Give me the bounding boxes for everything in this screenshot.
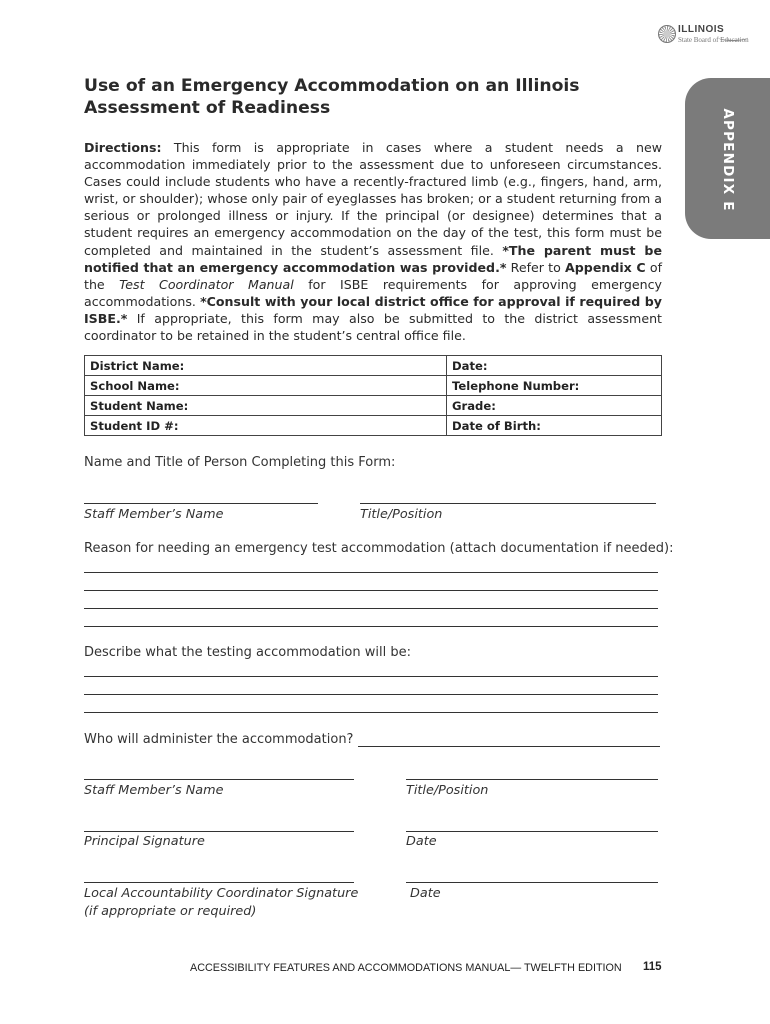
- describe-line-2[interactable]: [84, 694, 658, 695]
- staff-name-caption: Staff Member’s Name: [84, 507, 224, 522]
- student-id-field[interactable]: Student ID #:: [85, 416, 447, 436]
- title-line-2: Assessment of Readiness: [84, 98, 331, 118]
- student-info-table: [84, 355, 662, 436]
- directions-label: Directions:: [84, 140, 162, 155]
- table-row: [85, 356, 662, 376]
- title-position-line[interactable]: [360, 503, 656, 504]
- state-seal-icon: [658, 25, 676, 43]
- staff-name-line-2[interactable]: [84, 779, 354, 780]
- staff-name-line[interactable]: [84, 503, 318, 504]
- logo-name: ILLINOIS: [678, 24, 725, 35]
- staff-name-caption-2: Staff Member’s Name: [84, 783, 224, 798]
- person-completing-label: Name and Title of Person Completing this Form:: [84, 455, 396, 470]
- date-of-birth-field[interactable]: Date of Birth:: [447, 416, 662, 436]
- who-administers-line[interactable]: [358, 746, 660, 747]
- who-administers-label: Who will administer the accommodation?: [84, 732, 354, 747]
- reason-line-4[interactable]: [84, 626, 658, 627]
- table-row: [85, 376, 662, 396]
- reason-label: Reason for needing an emergency test accommodation (attach documentation if needed):: [84, 541, 674, 556]
- reason-line-2[interactable]: [84, 590, 658, 591]
- principal-date-line[interactable]: [406, 831, 658, 832]
- principal-signature-line[interactable]: [84, 831, 354, 832]
- principal-date-caption: Date: [406, 834, 437, 849]
- title-position-caption: Title/Position: [360, 507, 443, 522]
- coordinator-signature-line[interactable]: [84, 882, 354, 883]
- student-name-field[interactable]: Student Name:: [85, 396, 447, 416]
- describe-label: Describe what the testing accommodation will be:: [84, 645, 411, 660]
- telephone-number-field[interactable]: Telephone Number:: [447, 376, 662, 396]
- isbe-logo: [658, 22, 750, 48]
- logo-swoosh: [718, 34, 748, 41]
- principal-signature-caption: Principal Signature: [84, 834, 205, 849]
- appendix-tab-label: APPENDIX E: [720, 108, 736, 212]
- coordinator-signature-caption: Local Accountability Coordinator Signature: [84, 886, 359, 901]
- district-name-field[interactable]: District Name:: [85, 356, 447, 376]
- table-row: [85, 396, 662, 416]
- reason-line-3[interactable]: [84, 608, 658, 609]
- page-title: [84, 75, 644, 119]
- coordinator-date-caption: Date: [410, 886, 441, 901]
- date-field[interactable]: Date:: [447, 356, 662, 376]
- grade-field[interactable]: Grade:: [447, 396, 662, 416]
- title-position-caption-2: Title/Position: [406, 783, 489, 798]
- footer-title: ACCESSIBILITY FEATURES AND ACCOMMODATIONS MANUAL— TWELFTH EDITION: [190, 962, 622, 974]
- table-row: [85, 416, 662, 436]
- directions-paragraph: Directions: This form is appropriate in cases where a student needs a new accommodation immediately prior to the assessment due to unforeseen circumstances. Cases could include students who have a recently-fractured limb (e.g., fingers, hand, arm, wrist, or shoulder); whose only pair of eyeglasses has broken; or a student returning from a serious or prolonged illness or injury. If the principal (or designee) determines that a student requires an emergency accommodation on the day of the test, this form must be completed and maintained in the student’s assessment file. *The parent must be notified that an emergency accommodation was provided.* Refer to Appendix C of the Test Coordinator Manual for ISBE requirements for approving emergency accommodations. *Consult with your local district office for approval if required by ISBE.* If appropriate, this form may also be submitted to the district assessment coordinator to be retained in the student’s central office file.: [84, 140, 662, 344]
- logo-subtitle: State Board of Education: [678, 36, 749, 44]
- coordinator-note: (if appropriate or required): [84, 904, 257, 919]
- coordinator-date-line[interactable]: [406, 882, 658, 883]
- describe-line-3[interactable]: [84, 712, 658, 713]
- title-line-1: Use of an Emergency Accommodation on an Illinois: [84, 76, 580, 96]
- page-number: 115: [643, 961, 662, 973]
- title-position-line-2[interactable]: [406, 779, 658, 780]
- describe-line-1[interactable]: [84, 676, 658, 677]
- reason-line-1[interactable]: [84, 572, 658, 573]
- school-name-field[interactable]: School Name:: [85, 376, 447, 396]
